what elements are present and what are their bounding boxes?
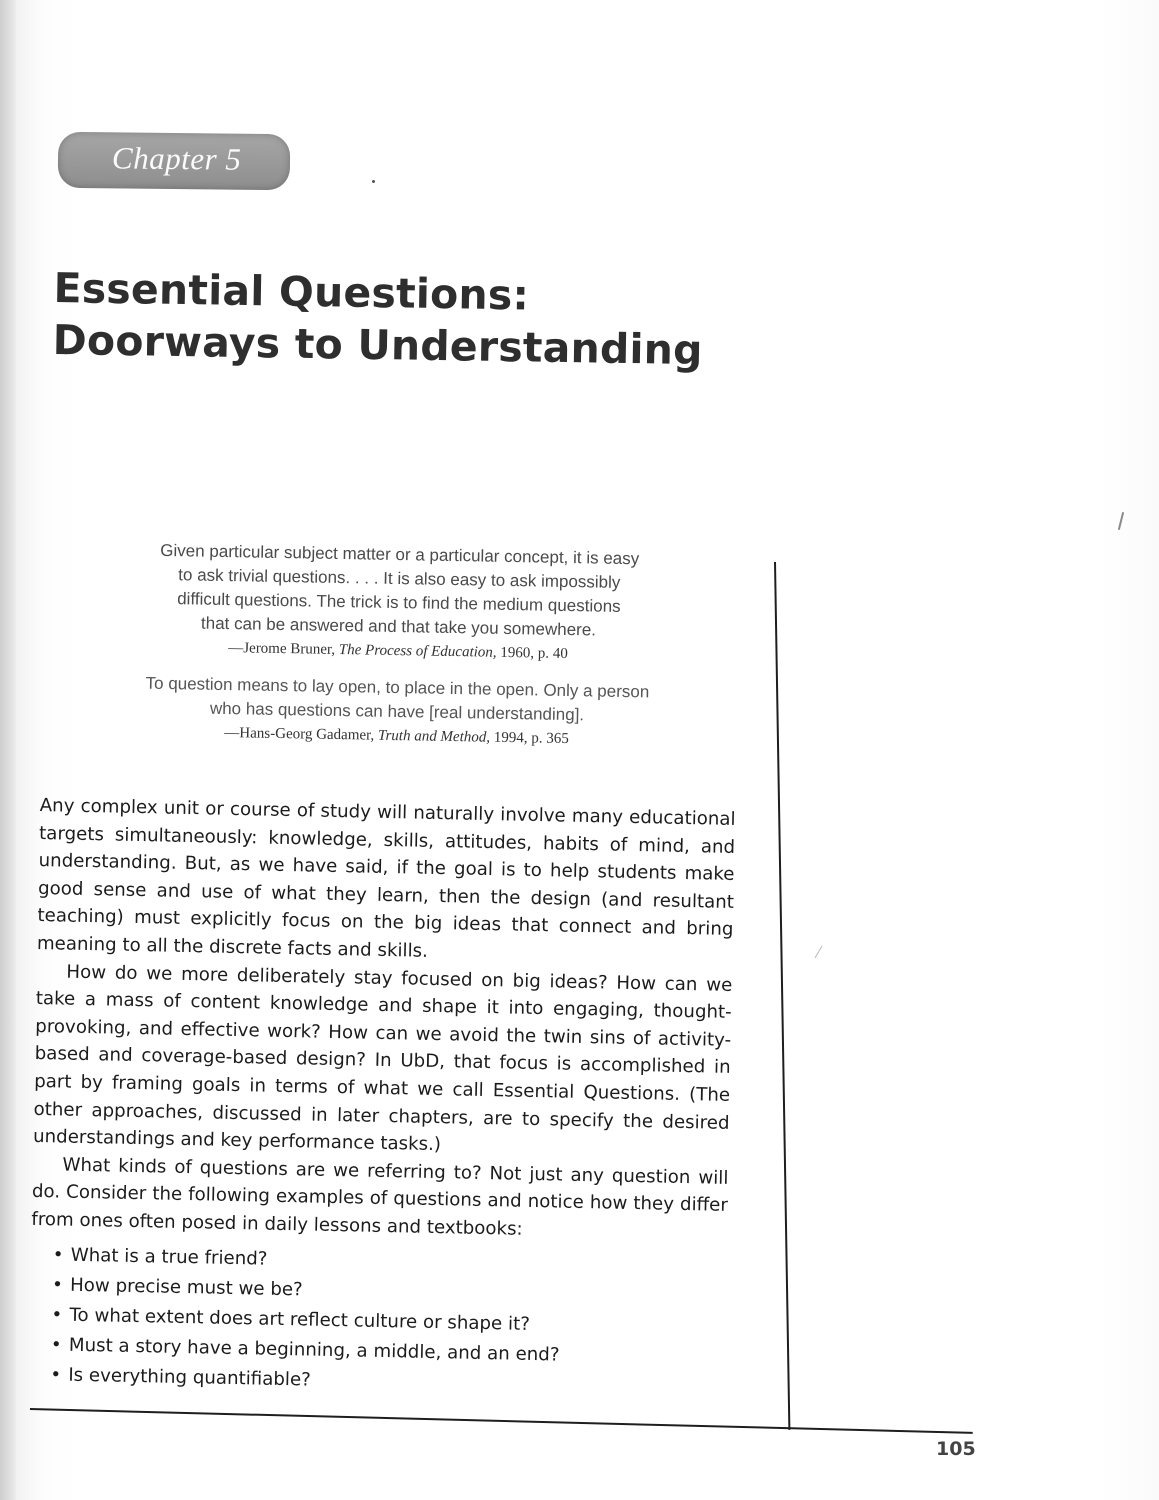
chapter-title-line-2: Doorways to Understanding [52,315,704,375]
vertical-rule [774,562,790,1430]
spine-shadow [0,0,16,1500]
body-paragraph: How do we more deliberately stay focused on big ideas? How can we take a mass of content knowledge and shape it into engaging, thought-provoking, and effective work? How can we avoid the twin sins of activity-based and coverage-based design? In UbD, that focus is accomplished in part by framing goals in terms of what we call Essential Questions. (The other approaches, discussed in later chapters, are to specify the desired understandings and key performance tasks.) [32,961,733,1156]
quote-line: who has questions can have [real understanding]. [209,698,585,725]
question-list [28,1239,727,1403]
list-item: • What is a true friend? [52,1240,726,1284]
attribution-details: 1960, p. 40 [496,644,568,663]
margin-mark [1118,512,1124,530]
attribution-author: —Jerome Bruner, [228,640,340,659]
epigraph-bruner [108,538,690,667]
quote-line: that can be answered and that take you somewhere. [200,613,597,640]
epigraph-quote [107,671,688,729]
attribution-details: 1994, p. 365 [489,729,569,748]
chapter-label: Chapter 5 [111,140,242,177]
attribution-work: The Process of Education, [338,642,497,661]
list-item: • Must a story have a beginning, a middle, and an end? [51,1330,725,1374]
epigraph-quote [108,538,690,644]
quote-line: Given particular subject matter or a particular concept, it is easy [160,540,640,569]
attribution-author: —Hans-Georg Gadamer, [224,725,379,744]
list-item: • How precise must we be? [52,1270,726,1314]
chapter-title [52,262,714,376]
body-paragraph: What kinds of questions are we referring to? Not just any question will do. Consider the following examples of questions and notice how they differ from ones often posed in daily lessons and textbooks: [31,1154,729,1240]
attribution-work: Truth and Method, [377,727,491,746]
list-item: • To what extent does art reflect culture or shape it? [51,1300,725,1344]
body-paragraph: Any complex unit or course of study will naturally involve many educational targets simultaneously: knowledge, skills, attitudes, habits of mind, and understanding. But, as we have said, if the goal is to help students make good sense and use of what they learn, then the design (and resultant teaching) must explicitly focus on the big ideas that connect and bring meaning to all the discrete facts and skills. [36,794,736,962]
chapter-title-line-1: Essential Questions: [53,263,530,320]
margin-mark [815,946,823,959]
page-number: 105 [936,1438,976,1460]
bottom-rule [30,1408,973,1434]
quote-line: difficult questions. The trick is to find the medium questions [177,589,621,616]
chapter-tab [58,132,291,190]
quote-line: To question means to lay open, to place in the open. Only a person [145,673,650,702]
epigraph-gadamer [106,671,687,752]
quote-line: to ask trivial questions. . . . It is also easy to ask impossibly [178,565,621,592]
epigraphs [106,538,689,752]
list-item: • Is everything quantifiable? [50,1360,724,1404]
body-text [28,792,736,1403]
scan-speck [372,180,375,183]
